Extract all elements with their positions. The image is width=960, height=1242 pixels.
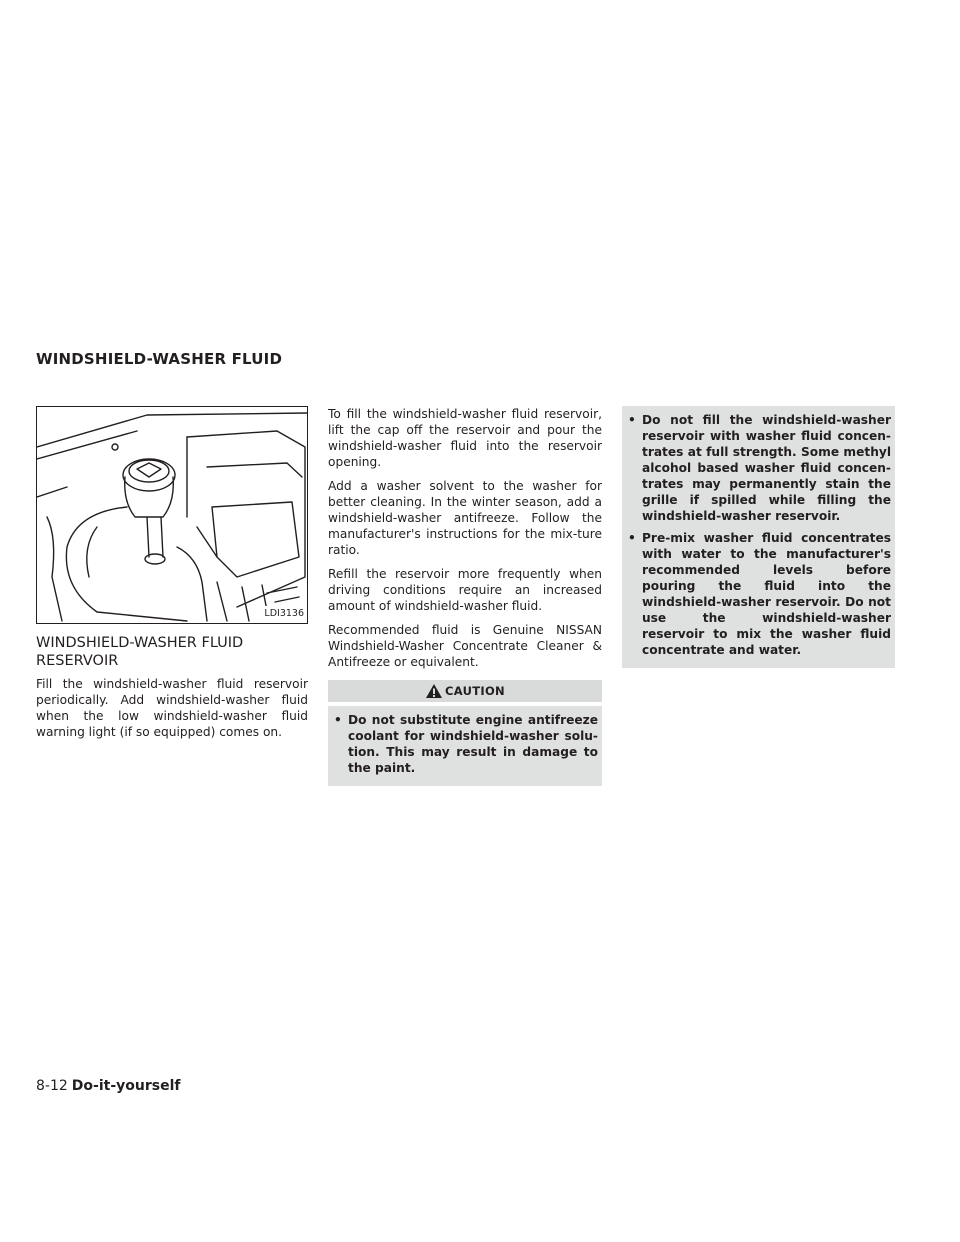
column-1	[36, 406, 308, 748]
caution-item-text: Do not substitute engine antifreeze coolant for windshield-washer solu-tion. This may result in damage to the paint.	[348, 713, 598, 775]
column-2	[328, 406, 602, 786]
paragraph: Refill the reservoir more frequently when driving conditions require an increased amount of windshield-washer fluid.	[328, 567, 602, 613]
bullet-dot: •	[628, 531, 636, 545]
reservoir-illustration	[36, 406, 308, 624]
subsection-title	[36, 634, 308, 670]
caution-item	[332, 712, 598, 776]
caution-item-text: Pre-mix washer fluid concentrates with water to the manufacturer's recommended levels before pouring the fluid into the windshield-washer reservoir. Do not use the windshield-washer reservoir to mix the washer fluid concentrate and water.	[642, 531, 891, 657]
subsection-paragraph: Fill the windshield-washer fluid reservoir periodically. Add windshield-washer fluid when the low windshield-washer fluid warning light (if so equipped) comes on.	[36, 677, 308, 739]
caution-header	[328, 680, 602, 702]
caution-item	[626, 530, 891, 658]
caution-box	[328, 706, 602, 786]
engine-bay-drawing	[37, 407, 307, 623]
subsection-title-line1: WINDSHIELD-WASHER FLUID	[36, 635, 244, 651]
paragraph: Add a washer solvent to the washer for better cleaning. In the winter season, add a windshield-washer antifreeze. Follow the manufacturer's instructions for the mix-ture ratio.	[328, 479, 602, 557]
subsection-title-line2: RESERVOIR	[36, 653, 119, 669]
caution-item	[626, 412, 891, 524]
caution-box-continued	[622, 406, 895, 668]
chapter-title: Do-it-yourself	[71, 1078, 181, 1094]
section-header: WINDSHIELD-WASHER FLUID	[36, 350, 283, 368]
warning-triangle-icon	[425, 683, 443, 699]
paragraph: To fill the windshield-washer fluid reservoir, lift the cap off the reservoir and pour the windshield-washer fluid into the reservoir opening.	[328, 407, 602, 469]
caution-item-text: Do not fill the windshield-washer reservoir with washer fluid concen-trates at full strength. Some methyl alcohol based washer fluid concen-trates may permanently stain the grille if spilled while filling the windshield-washer reservoir.	[642, 413, 891, 523]
caution-label: CAUTION	[445, 684, 505, 698]
figure-label: LDI3136	[263, 606, 305, 622]
paragraph: Recommended fluid is Genuine NISSAN Windshield-Washer Concentrate Cleaner & Antifreeze or equivalent.	[328, 623, 602, 669]
column-3	[622, 406, 895, 668]
page-footer	[36, 1078, 180, 1094]
bullet-dot: •	[628, 413, 636, 427]
page-number: 8-12	[36, 1078, 68, 1094]
bullet-dot: •	[334, 713, 342, 727]
